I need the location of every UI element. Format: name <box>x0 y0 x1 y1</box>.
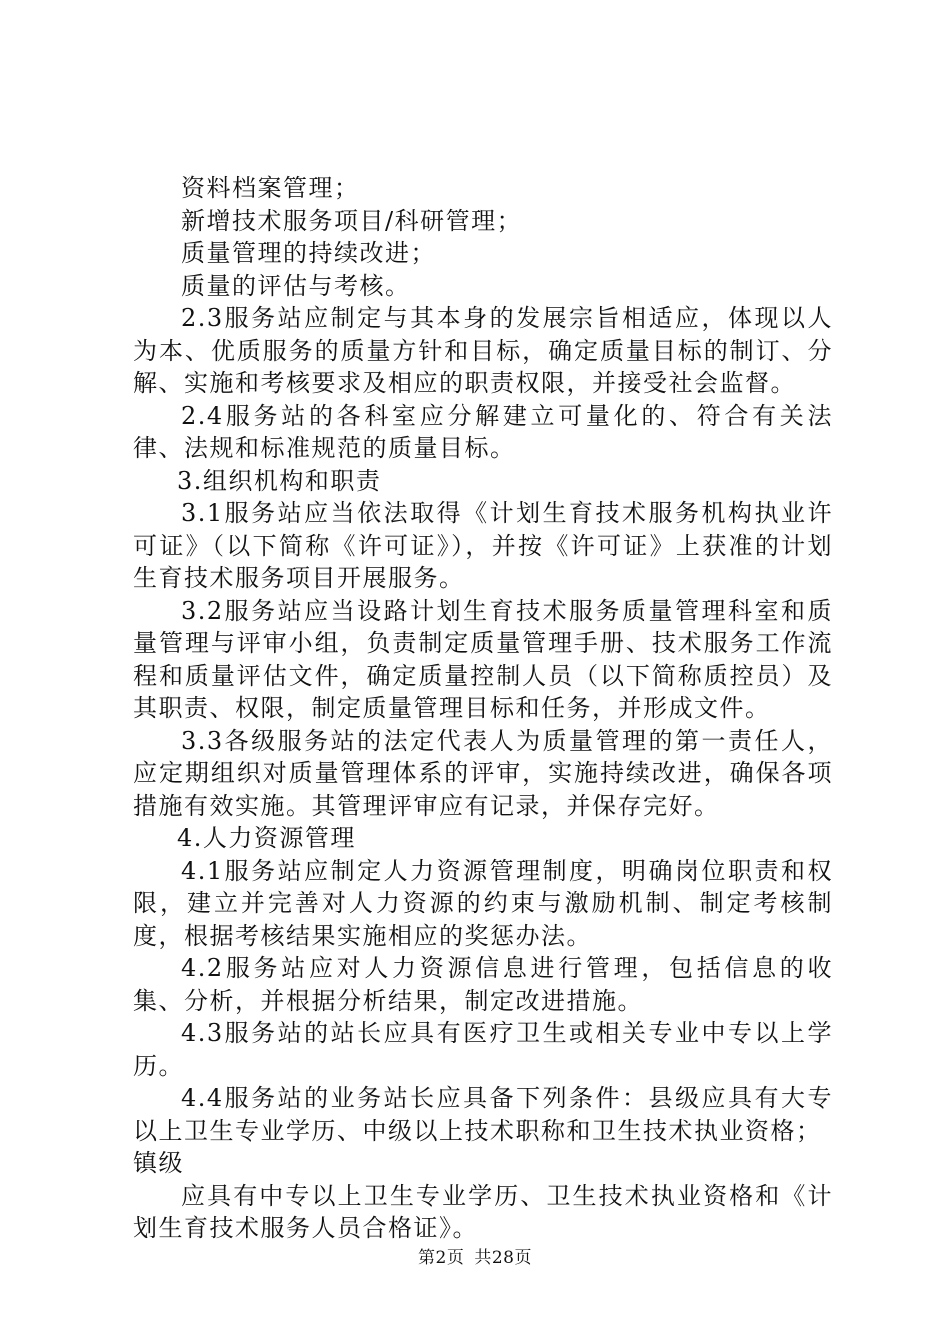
section-heading-4: 4.人力资源管理 <box>177 824 356 852</box>
page-number: 第2页 <box>418 1248 465 1268</box>
paragraph-2-4: 2.4服务站的各科室应分解建立可量化的、符合有关法律、法规和标准规范的质量目标。 <box>133 401 833 462</box>
page-total: 共28页 <box>474 1248 532 1268</box>
paragraph-archive-management: 资料档案管理； <box>181 174 360 202</box>
paragraph-new-projects: 新增技术服务项目/科研管理； <box>181 206 523 235</box>
paragraph-4-4: 4.4服务站的业务站长应具备下列条件：县级应具有大专以上卫生专业学历、中级以上技术职称和卫生技术执业资格； <box>133 1084 833 1145</box>
paragraph-4-2: 4.2服务站应对人力资源信息进行管理，包括信息的收集、分析，并根据分析结果，制定改进措施。 <box>133 954 833 1015</box>
paragraph-2-3: 2.3服务站应制定与其本身的发展宗旨相适应，体现以人为本、优质服务的质量方针和目标，确定质量目标的制订、分解、实施和考核要求及相应的职责权限，并接受社会监督。 <box>133 304 833 397</box>
paragraph-4-1: 4.1服务站应制定人力资源管理制度，明确岗位职责和权限，建立并完善对人力资源的约束与激励机制、制定考核制度，根据考核结果实施相应的奖惩办法。 <box>133 856 833 950</box>
paragraph-3-1: 3.1服务站应当依法取得《计划生育技术服务机构执业许可证》（以下简称《许可证》），并按《许可证》上获准的计划生育技术服务项目开展服务。 <box>133 499 833 592</box>
paragraph-quality-assessment: 质量的评估与考核。 <box>181 271 411 300</box>
section-heading-3: 3.组织机构和职责 <box>177 466 382 495</box>
paragraph-town-requirements: 应具有中专以上卫生专业学历、卫生技术执业资格和《计划生育技术服务人员合格证》。 <box>133 1181 833 1242</box>
paragraph-town-level: 镇级 <box>133 1149 184 1177</box>
paragraph-4-3: 4.3服务站的站长应具有医疗卫生或相关专业中专以上学历。 <box>133 1019 833 1080</box>
paragraph-3-3: 3.3各级服务站的法定代表人为质量管理的第一责任人，应定期组织对质量管理体系的评审，实施持续改进，确保各项措施有效实施。其管理评审应有记录，并保存完好。 <box>133 726 833 820</box>
page-footer <box>0 1243 950 1268</box>
paragraph-3-2: 3.2服务站应当设路计划生育技术服务质量管理科室和质量管理与评审小组，负责制定质量管理手册、技术服务工作流程和质量评估文件，确定质量控制人员（以下简称质控员）及其职责、权限，制定质量管理目标和任务，并形成文件。 <box>133 596 833 722</box>
paragraph-continuous-improvement: 质量管理的持续改进； <box>181 239 436 267</box>
document-body <box>133 172 833 1245</box>
